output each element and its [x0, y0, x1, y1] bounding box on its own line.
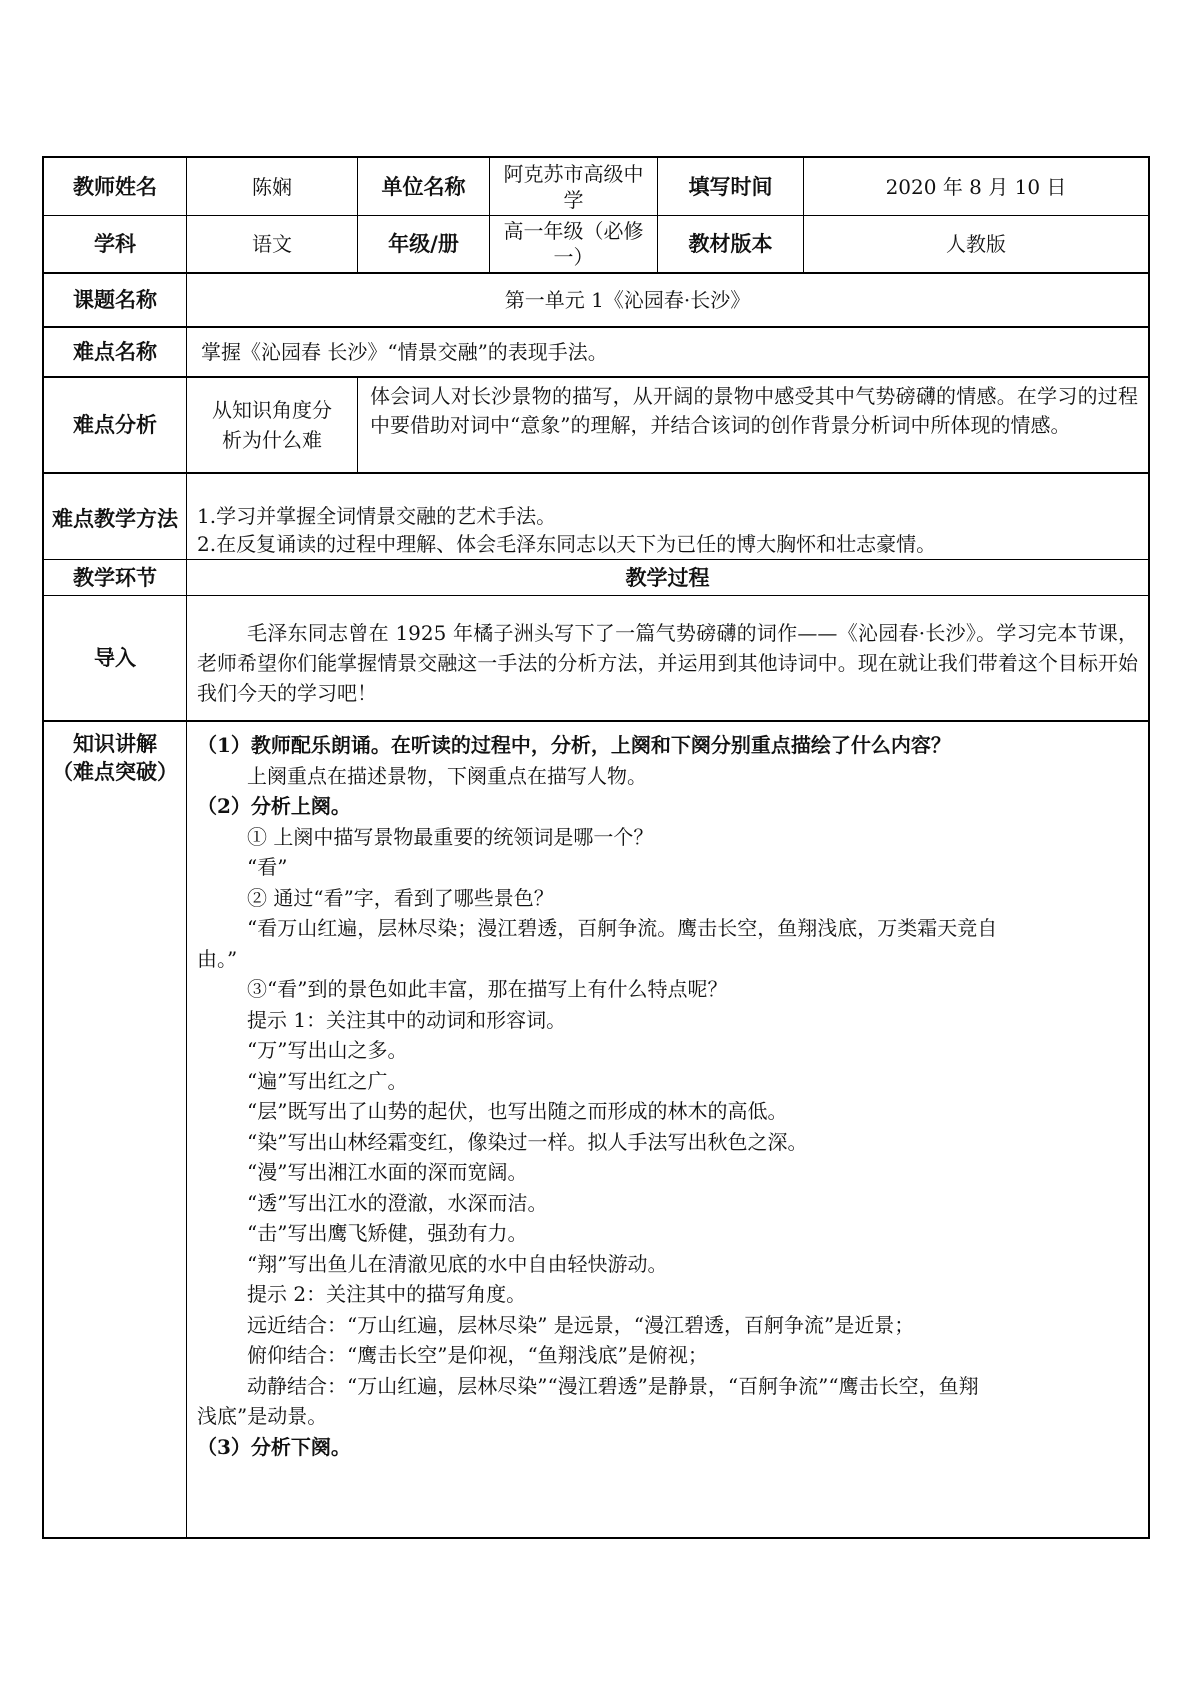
knowledge-label-line1: 知识讲解	[73, 732, 157, 756]
knowledge-line: 提示 1：关注其中的动词和形容词。	[247, 1007, 567, 1032]
topic-row	[44, 274, 1148, 328]
intro-label: 导入	[44, 596, 187, 720]
difficulty-value: 掌握《沁园春 长沙》“情景交融”的表现手法。	[201, 340, 608, 364]
method-item: 2.在反复诵读的过程中理解、体会毛泽东同志以天下为已任的博大胸怀和壮志豪情。	[197, 532, 937, 556]
knowledge-label	[44, 722, 187, 1537]
process-stage-label: 教学环节	[44, 560, 187, 595]
subject-label: 学科	[44, 216, 187, 272]
knowledge-line: “漫”写出湘江水面的深而宽阔。	[247, 1160, 528, 1184]
knowledge-line: “看万山红遍，层林尽染；漫江碧透，百舸争流。鹰击长空，鱼翔浅底，万类霜天竞自	[247, 916, 998, 940]
topic-value: 第一单元 1《沁园春·长沙》	[504, 288, 751, 312]
method-item: 1.学习并掌握全词情景交融的艺术手法。	[197, 504, 557, 528]
analysis-value: 体会词人对长沙景物的描写，从开阔的景物中感受其中气势磅礴的情感。在学习的过程中要借助对词中“意象”的理解，并结合该词的创作背景分析词中所体现的情感。	[370, 384, 1138, 437]
date-label: 填写时间	[658, 158, 804, 215]
knowledge-label-line2: （难点突破）	[52, 760, 178, 784]
process-label: 教学过程	[625, 565, 710, 590]
teacher-label: 教师姓名	[44, 158, 187, 215]
knowledge-line: ① 上阕中描写景物最重要的统领词是哪一个？	[247, 824, 654, 849]
knowledge-line: 提示 2：关注其中的描写角度。	[247, 1282, 527, 1306]
knowledge-line: “染”写出山林经霜变红，像染过一样。拟人手法写出秋色之深。	[247, 1129, 808, 1154]
knowledge-line: “遍”写出红之广。	[247, 1068, 408, 1093]
knowledge-row	[44, 722, 1148, 1537]
knowledge-line: “翔”写出鱼儿在清澈见底的水中自由轻快游动。	[247, 1251, 668, 1276]
grade-value: 高一年级（必修一）	[490, 216, 658, 272]
knowledge-line: “层”既写出了山势的起伏，也写出随之而形成的林木的高低。	[247, 1099, 788, 1123]
knowledge-line: ③“看”到的景色如此丰富，那在描写上有什么特点呢？	[247, 977, 728, 1001]
topic-label: 课题名称	[44, 274, 187, 326]
grade-label: 年级/册	[358, 216, 490, 272]
difficulty-row	[44, 328, 1148, 378]
edition-value: 人教版	[946, 232, 1006, 256]
knowledge-line: ② 通过“看”字，看到了哪些景色？	[247, 885, 554, 910]
knowledge-line: “击”写出鹰飞矫健，强劲有力。	[247, 1221, 528, 1245]
header-row-2	[44, 216, 1148, 274]
edition-label: 教材版本	[658, 216, 804, 272]
knowledge-line: “看”	[247, 855, 288, 879]
knowledge-line: （1）教师配乐朗诵。在听读的过程中，分析，上阕和下阕分别重点描绘了什么内容？	[197, 733, 951, 757]
unit-value: 阿克苏市高级中学	[490, 158, 658, 215]
date-value: 2020 年 8 月 10 日	[885, 174, 1067, 199]
knowledge-line: （2）分析上阕。	[197, 794, 351, 818]
method-row	[44, 474, 1148, 560]
teacher-value: 陈娴	[187, 158, 358, 215]
subject-value: 语文	[187, 216, 358, 272]
intro-row	[44, 596, 1148, 722]
knowledge-line: 由。”	[197, 946, 238, 971]
knowledge-line: 上阕重点在描述景物，下阕重点在描写人物。	[247, 763, 647, 788]
knowledge-line: “透”写出江水的澄澈，水深而洁。	[247, 1190, 548, 1215]
knowledge-line: 动静结合：“万山红遍，层林尽染”“漫江碧透”是静景，“百舸争流”“鹰击长空，鱼翔	[247, 1373, 979, 1398]
lesson-plan-table	[42, 156, 1150, 1539]
method-label: 难点教学方法	[44, 474, 187, 559]
intro-text: 毛泽东同志曾在 1925 年橘子洲头写下了一篇气势磅礴的词作——《沁园春·长沙》。学习完本节课，老师希望你们能掌握情景交融这一手法的分析方法，并运用到其他诗词中。现在就让我们带着这个目标开始我们今天的学习吧！	[197, 621, 1138, 705]
difficulty-label: 难点名称	[44, 328, 187, 376]
knowledge-line: （3）分析下阕。	[197, 1434, 351, 1459]
method-items	[187, 474, 1148, 559]
unit-label: 单位名称	[358, 158, 490, 215]
knowledge-line: 浅底”是动景。	[197, 1404, 328, 1428]
knowledge-content	[187, 722, 1148, 1537]
knowledge-line: 俯仰结合：“鹰击长空”是仰视，“鱼翔浅底”是俯视；	[247, 1343, 708, 1367]
header-row-1	[44, 158, 1148, 216]
knowledge-line: 远近结合：“万山红遍，层林尽染” 是远景，“漫江碧透，百舸争流”是近景；	[247, 1312, 915, 1337]
analysis-sub-label: 从知识角度分析为什么难	[187, 378, 358, 472]
knowledge-line: “万”写出山之多。	[247, 1038, 408, 1062]
analysis-row	[44, 378, 1148, 474]
process-header-row	[44, 560, 1148, 596]
analysis-label: 难点分析	[44, 378, 187, 472]
